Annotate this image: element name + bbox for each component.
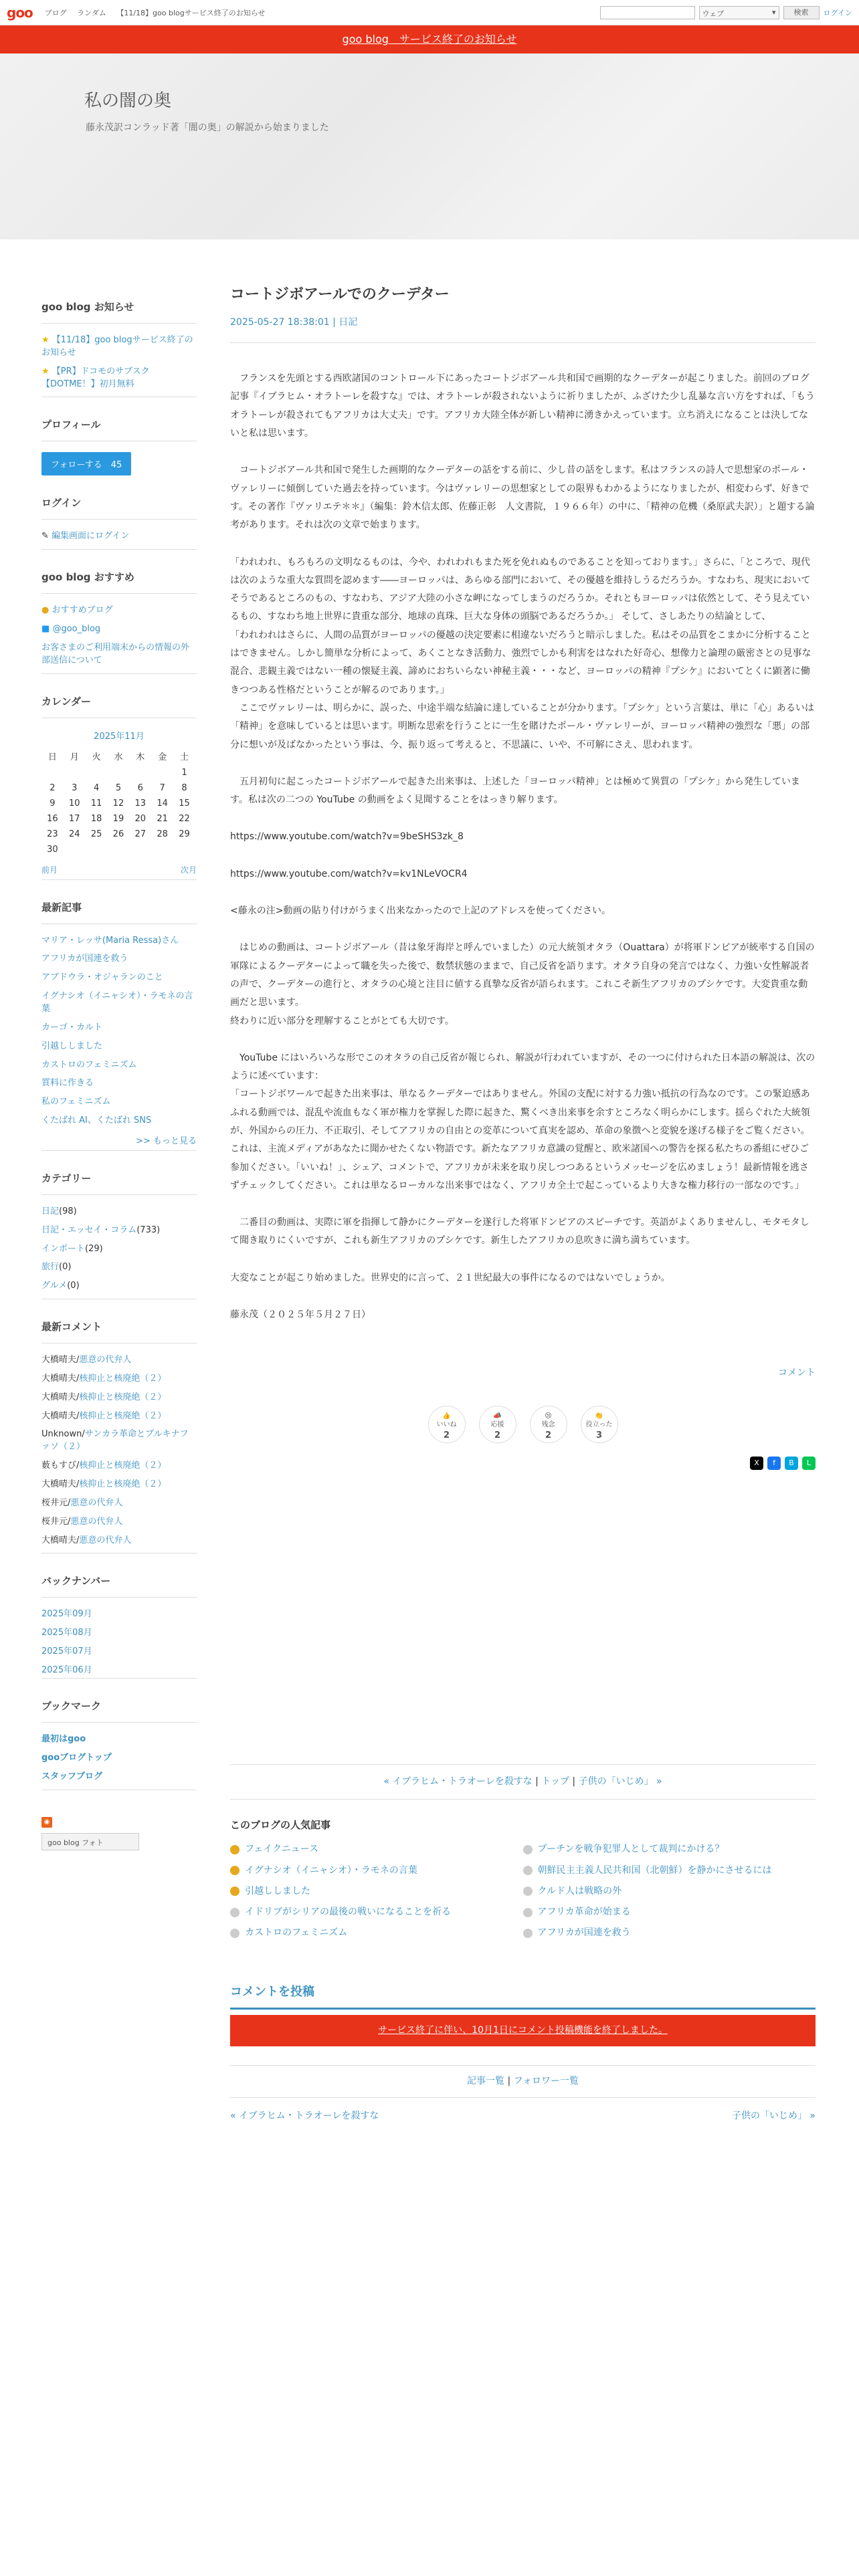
category-link[interactable]: グルメ — [41, 1281, 68, 1291]
notice-link[interactable]: 【PR】ドコモのサブスク【DOTME！】初月無料 — [41, 366, 150, 389]
comment-article-link[interactable]: 核抑止と核廃絶（２） — [79, 1392, 167, 1402]
calendar-next-link[interactable]: 次月 — [180, 865, 197, 875]
article-list-link[interactable]: 記事一覧 — [467, 2076, 505, 2087]
recent-article-link[interactable]: マリア・レッサ(Maria Ressa)さん — [41, 935, 179, 946]
category-heading: カテゴリー — [41, 1171, 197, 1195]
blog-header — [0, 53, 859, 239]
comment-author: 大橋晴夫 — [41, 1355, 77, 1366]
recent-article-link[interactable]: カストロのフェミニズム — [41, 1059, 137, 1070]
follower-list-link[interactable]: フォロワー一覧 — [513, 2076, 579, 2087]
weekday: 木 — [136, 752, 145, 762]
thumbs-up-icon: 👍 — [442, 1412, 451, 1420]
comments-heading: 最新コメント — [41, 1319, 197, 1344]
service-end-banner[interactable]: goo blog サービス終了のお知らせ — [0, 25, 859, 53]
article-date: 2025-05-27 18:38:01 — [230, 316, 330, 328]
comment-article-link[interactable]: 悪意の代弁人 — [70, 1516, 123, 1527]
x-share-icon[interactable]: X — [750, 1457, 763, 1470]
article-main — [230, 281, 816, 2126]
profile-heading: プロフィール — [41, 417, 197, 441]
more-link[interactable]: >> もっと見る — [136, 1136, 197, 1146]
list-links: 記事一覧 | フォロワー一覧 — [230, 2065, 816, 2098]
search-button[interactable]: 検索 — [783, 6, 820, 19]
recent-article-link[interactable]: 質料に作きる — [41, 1078, 94, 1089]
comment-article-link[interactable]: 核抑止と核廃絶（２） — [79, 1410, 167, 1421]
comment-article-link[interactable]: 悪意の代弁人 — [79, 1355, 132, 1366]
popular-link[interactable]: クルド人は戦略の外 — [537, 1885, 622, 1897]
prev-next-nav — [230, 2107, 816, 2125]
hand-icon: 👏 — [595, 1412, 603, 1420]
recent-article-link[interactable]: アフリカが国連を救う — [41, 954, 128, 964]
pencil-icon: ✎ — [41, 531, 49, 542]
article-title[interactable]: コートジボアールでのクーデター — [230, 286, 450, 303]
hatena-share-icon[interactable]: B — [785, 1457, 798, 1470]
comment-article-link[interactable]: サンカラ革命とブルキナファソ（２） — [41, 1429, 189, 1453]
comment-author: 桜井元 — [41, 1497, 68, 1508]
popular-articles — [230, 1816, 816, 1943]
day: 6 — [137, 782, 143, 793]
weekday: 月 — [70, 752, 79, 762]
day: 9 — [50, 798, 56, 809]
search-input[interactable] — [600, 6, 695, 19]
day — [86, 842, 108, 857]
day — [41, 765, 64, 780]
calendar-month[interactable]: 2025年11月 — [94, 731, 145, 742]
day: 25 — [90, 829, 102, 839]
article-pager: « イブラヒム・トラオーレを殺すな | トップ | 子供の「いじめ」 » — [230, 1764, 816, 1800]
article-paragraph: フランスを先頭とする西欧諸国のコントロール下にあったコートジボアール共和国で画期的なクーデターが起こりました。前回のブログ記事『イブラヒム・オラトーレを殺すな』では、オラトーレが殺されないように祈りましたが、ふざけた少し乱暴な言い方をすれば、「もうオラトーレが殺されてもアフリカは大丈夫」です。アフリカ大陸全体が新しい精神に湧きかえっています。立ち消えになることは決してないと私は思います。 — [230, 373, 816, 439]
day: 14 — [157, 798, 168, 809]
article-paragraph: 二番目の動画は、実際に軍を指揮して静かにクーデターを遂行した将軍ドンピアのスピーチです。英語がよくありませんし、モタモタして聞き取りにくいですが、これも新生アフリカのプシケです。新生したアフリカの息吹きに満ち満ちています。 — [230, 1217, 809, 1247]
rank-icon — [230, 1929, 240, 1938]
bookmark-link[interactable]: gooブログトップ — [41, 1753, 112, 1763]
crown-icon — [230, 1887, 240, 1896]
popular-link[interactable]: プーチンを戦争犯罪人として裁判にかける？ — [537, 1844, 725, 1855]
comment-author: Unknown — [41, 1429, 82, 1440]
day: 29 — [179, 829, 190, 839]
article-body — [230, 370, 816, 1324]
rank-icon — [523, 1908, 533, 1917]
day: 11 — [90, 798, 102, 809]
weekday: 水 — [114, 752, 123, 762]
backnumber-link[interactable]: 2025年06月 — [41, 1665, 92, 1675]
day — [86, 765, 108, 780]
reaction-buttons — [230, 1406, 816, 1443]
popular-link[interactable]: フェイクニュース — [245, 1844, 319, 1855]
recent-heading: 最新記事 — [41, 900, 197, 924]
chevron-down-icon: ▾ — [772, 7, 776, 17]
recommend-link[interactable]: おすすめブログ — [52, 605, 113, 616]
day: 30 — [47, 844, 58, 855]
nav-link-random[interactable]: ランダム — [77, 8, 106, 17]
day: 17 — [68, 813, 80, 824]
bookmark-heading: ブックマーク — [41, 1699, 197, 1723]
day — [129, 842, 151, 857]
popular-link[interactable]: 朝鮮民主主義人民共和国（北朝鮮）を静かにさせるには — [537, 1864, 772, 1876]
rank-icon — [523, 1866, 533, 1875]
day: 12 — [112, 798, 124, 809]
article-paragraph: 「われわれ、もろもろの文明なるものは、今や、われわれもまた死を免れぬものであることを知っております。」さらに、「ところで、現代は次のような重大な質問を認めます――ヨーロッパは、あらゆる部門において、その優越を維持しうるだろうか。すなわち、現実においてそうであるところのもの、すなわち、アジア大陸の小さな岬になってしまうのだろうか。それともヨーロッパは依然として、そう見えているもの、すなわち地上世界に貴重な部分、地球の真珠、巨大な身体の頭脳であるだろうか。」 そして、さしあたりの結論として、 「われわれはさらに、人間の品質がヨーロッパの優越の決定要素に相違ないだろうと暗示しました。私はその品質をこまかに分析することはできません。しかし簡単な分析によって、あくことなき活動力、強烈でしかも利害をはなれた好奇心、想像力と論理の厳密さとの見事な混合、悲観主義ではない一種の懐疑主義、諦めにおちいらない神秘主義・・・など、ヨーロッパの精神『プシケ』においてとくに顕著に働きつつある性格だということが解るのであります。」 ここでヴァレリーは、明らかに、誤った、中途半端な結論に達していることが分かります。「プシケ」という言葉は、単に「心」あるいは「精神」を意味しているとは思います。明断な思索を行うことに一生を賭けたポール・ヴァレリーが、ヨーロッパ精神の強烈な「悪」の部分に想いが及ばなかったという事は、今、振り返って考えると、不思議に、いや、不可解にさえ、思われます。 — [230, 556, 814, 750]
recommend-heading: goo blog おすすめ — [41, 570, 197, 594]
comment-author: 桜井元 — [41, 1516, 68, 1527]
edit-login-link[interactable]: 編集画面にログイン — [52, 531, 130, 542]
rank-icon — [523, 1929, 533, 1938]
comment-article-link[interactable]: 核抑止と核廃絶（２） — [79, 1461, 167, 1471]
day: 10 — [68, 798, 80, 809]
recent-article-link[interactable]: くたばれ AI、くたばれ SNS — [41, 1115, 152, 1126]
goo-blog-photo-badge[interactable]: goo blog フォト — [41, 1833, 139, 1850]
article-paragraph: 五月初旬に起こったコートジボアールで起きた出来事は、上述した「ヨーロッパ精神」とは極めて異質の「プシケ」から発生しています。私は次の二つの YouTube の動画をよく見聞することをはっきり解ります。 — [230, 776, 800, 806]
day — [151, 765, 173, 780]
day: 19 — [112, 813, 124, 824]
category-count: (98) — [59, 1206, 77, 1216]
category-link[interactable]: 日記・エッセイ・コラム — [41, 1224, 137, 1235]
day: 3 — [72, 782, 78, 793]
day: 28 — [157, 829, 168, 839]
comment-author: 大橋晴夫 — [41, 1479, 77, 1489]
day: 21 — [157, 813, 168, 824]
backnumber-link[interactable]: 2025年07月 — [41, 1646, 92, 1657]
day: 23 — [47, 829, 58, 839]
popular-link[interactable]: イドリブがシリアの最後の戦いになることを祈る — [245, 1907, 451, 1918]
day: 7 — [159, 782, 165, 793]
reaction-like-button[interactable]: 👍 いいね 2 — [428, 1406, 466, 1443]
blog-description: 藤永茂訳コンラッド著「闇の奥」の解説から始まりました — [86, 122, 329, 133]
calendar-heading: カレンダー — [41, 694, 197, 718]
popular-link[interactable]: イグナシオ（イニャシオ）・ラモネの言葉 — [245, 1864, 417, 1876]
rank-icon — [230, 1908, 240, 1917]
day: 24 — [68, 829, 80, 839]
article-paragraph: YouTube にはいろいろな形でこのオタラの自己反省が報じられ、解説が行われていますが、その一つに付けられた日本語の解説は、次のように述べています： 「コートジボワールで起きた出来事は、単なるクーデターではありません。外国の支配に対する力強い抵抗の行為なのです。この緊迫感あふれる動画では、混乱や流血もなく軍が権力を掌握した際に起きた、驚くべき出来事を余すところなく明らかにします。揺らぐれた大統領が、外国からの圧力、不正取引、そしてアフリカの自由との変革について真実を認め、革命の象徴へと変貌を遂げる様子をご覧ください。これは、主流メディアがあなたに聞かせたくない物語です。新たなアフリカ意識の覚醒と、欧米諸国への警告を探る私たちの番組にぜひご参加ください。「いいね！」、シェア、コメントで、アフリカが未来を取り戻しつつあるというメッセージを広めましょう！最新情報を逃さずチェックしてください。これは単なるローカルな出来事ではなく、アフリカ全土で起こっているより大きな権力移行の一部なのです。」 — [230, 1052, 816, 1191]
article-signature: 藤永茂（２０２５年５月２７日） — [230, 1309, 371, 1321]
recommend-link[interactable]: @goo_blog — [52, 624, 101, 635]
day — [64, 842, 86, 857]
comment-closed-notice[interactable]: サービス終了に伴い、10月1日にコメント投稿機能を終了しました。 — [230, 2015, 816, 2046]
crown-icon — [230, 1845, 240, 1854]
sidebar: goo blog お知らせ ★ 【11/18】goo blogサービス終了のお知らせ ★ 【PR】ドコモのサブスク【DOTME！】初月無料 プロフィール フォローする 45 ログイン ✎ 編集画面にログイン goo blog おすすめ ● おすすめブログ ■ @goo_blog お客さまのご利用端末からの情報の外部送信について カレンダー 2025年11月 日 月 火 水 木 金 土 1 2 3 4 5 6 7 8 9 10 11 12 13 14 15 16 17 18 19 20 21 22 23 24 25 26 27 28 29 30 前月 次月 最新記事 マリア・レッサ(Maria Ressa)さん アフリカが国連を救う アブドウラ・オジャランのこと イグナシオ（イニャシオ）・ラモネの言葉 カーゴ・カルト 引越ししました カストロのフェミニズム 質料に作きる 私のフェミニズム くたばれ AI、くたばれ SNS >> もっと見る カテゴリー 日記(98) 日記・エッセイ・コラム(733) インポート(29) 旅行(0) グルメ(0) 最新コメント 大橋晴夫/悪意の代弁人 大橋晴夫/核抑止と核廃絶（２） 大橋晴夫/核抑止と核廃絶（２） 大橋晴夫/核抑止と核廃絶（２） Unknown/サンカラ革命とブルキナファソ（２） 薮もすび/核抑止と核廃絶（２） 大橋晴夫/核抑止と核廃絶（２） 桜井元/悪意の代弁人 桜井元/悪意の代弁人 大橋晴夫/悪意の代弁人 バックナンバー 2025年09月 2025年08月 2025年07月 2025年06月 ブックマーク 最初はgoo gooブログトップ スタッフブログ ◉ goo blog フォト — [41, 300, 197, 1850]
rank-icon — [523, 1887, 533, 1896]
top-bar — [0, 0, 859, 25]
comment-article-link[interactable]: 悪意の代弁人 — [70, 1497, 123, 1508]
recent-article-link[interactable]: イグナシオ（イニャシオ）・ラモネの言葉 — [41, 991, 193, 1014]
comment-author: 大橋晴夫 — [41, 1392, 77, 1402]
day — [151, 842, 173, 857]
day — [173, 842, 195, 857]
article-paragraph: はじめの動画は、コートジボアール（昔は象牙海岸と呼んでいました）の元大統領オタラ（Ouattara）が将軍ドンピアが統率する自国の軍隊によるクーデターによって職を失った後で、数禁状態のままで、自己反省を語ります。オタラ自身の発言ではなく、力強い女性解説者の声で、クーデターの進行と、オタラの心境と注目に値する真摯な反省が語られます。これこそ新生アフリカのプシケです。大変貴重な動画だと思います。 終わりに近い部分を理解することがとても大切です。 — [230, 942, 815, 1027]
reaction-helpful-button[interactable]: 👏 役立った 3 — [581, 1406, 618, 1443]
category-count: (733) — [136, 1224, 161, 1235]
reaction-sad-button[interactable]: 😢 残念 2 — [530, 1406, 567, 1443]
article-meta: 2025-05-27 18:38:01 | 日記 — [230, 314, 816, 343]
day — [129, 765, 151, 780]
backnumber-link[interactable]: 2025年09月 — [41, 1609, 92, 1620]
comment-article-link[interactable]: 核抑止と核廃絶（２） — [79, 1479, 167, 1489]
day — [64, 765, 86, 780]
sad-face-icon: 😢 — [545, 1412, 552, 1420]
category-link[interactable]: 日記 — [41, 1206, 60, 1216]
day: 22 — [179, 813, 190, 824]
search-scope-select[interactable]: ウェブ ▾ — [699, 6, 779, 19]
comment-author: 大橋晴夫 — [41, 1410, 77, 1421]
comment-author: 薮もすび — [41, 1461, 77, 1471]
notice-link[interactable]: 【11/18】goo blogサービス終了のお知らせ — [41, 335, 193, 358]
weekday: 土 — [180, 752, 189, 762]
day: 26 — [112, 829, 124, 839]
crown-icon — [230, 1866, 240, 1875]
comment-author: 大橋晴夫 — [41, 1535, 77, 1545]
day: 18 — [90, 813, 102, 824]
popular-link[interactable]: アフリカが国連を救う — [537, 1927, 631, 1939]
recommend-link[interactable]: お客さまのご利用端末からの情報の外部送信について — [41, 642, 190, 665]
article-paragraph: <藤永の注>動画の貼り付けがうまく出来なかったので上記のアドレスを使ってください。 — [230, 905, 611, 917]
line-share-icon[interactable]: L — [802, 1457, 816, 1470]
day: 16 — [47, 813, 58, 824]
day: 15 — [179, 798, 190, 809]
popular-link[interactable]: アフリカ革命が始まる — [537, 1907, 631, 1918]
nav-link-notice[interactable]: 【11/18】goo blogサービス終了のお知らせ — [116, 8, 266, 17]
video-url[interactable]: https://www.youtube.com/watch?v=9beSHS3zk_8 — [230, 831, 464, 843]
star-icon: ★ — [41, 366, 50, 377]
recent-article-link[interactable]: 私のフェミニズム — [41, 1097, 111, 1107]
popular-link[interactable]: カストロのフェミニズム — [245, 1927, 348, 1939]
day: 8 — [181, 782, 187, 793]
pager-top-link[interactable]: トップ — [541, 1776, 569, 1787]
star-icon: ★ — [41, 335, 50, 345]
article-paragraph: 大変なことが起こり始めました。世界史的に言って、２１世紀最大の事件になるのではないでしょうか。 — [230, 1272, 670, 1283]
reaction-support-button[interactable]: 📣 応援 2 — [479, 1406, 516, 1443]
day: 2 — [50, 782, 56, 793]
twitter-icon: ■ — [41, 624, 50, 635]
pager-next-link[interactable]: 子供の「いじめ」 » — [578, 1776, 662, 1787]
rss-icon[interactable]: ◉ — [41, 1817, 52, 1828]
login-link[interactable]: ログイン — [823, 8, 852, 17]
login-heading: ログイン — [41, 496, 197, 520]
day: 20 — [134, 813, 147, 824]
follow-button[interactable]: フォローする 45 — [41, 452, 131, 475]
day — [108, 842, 130, 857]
post-comment-section — [230, 1980, 816, 2046]
day: 1 — [181, 767, 187, 778]
rank-icon — [523, 1845, 533, 1854]
category-count: (29) — [85, 1243, 103, 1254]
day — [108, 765, 130, 780]
day: 5 — [115, 782, 122, 793]
prev-article-link[interactable]: « イブラヒム・トラオーレを殺すな — [230, 2111, 379, 2122]
article-paragraph: コートジボアール共和国で発生した画期的なクーデターの話をする前に、少し昔の話をします。私はフランスの詩人で思想家のポール・ヴァレリーに傾倒していた過去を持っています。今はヴァレリーの思想家としての限界もわかるようになりましたが、相変わらず、好きです。その著作『ヴァリエテ＊＊』（編集：鈴木信太郎、佐藤正彰 人文書院，１９６６年）の中に、「精神の危機（桑原武夫訳）」と題する論考があります。それは次の文章で始まります。 — [230, 465, 815, 531]
backnumber-scroll-list[interactable] — [41, 1608, 197, 1674]
comment-article-link[interactable]: 核抑止と核廃絶（２） — [79, 1373, 167, 1384]
share-buttons — [230, 1457, 816, 1470]
next-article-link[interactable]: 子供の「いじめ」 » — [731, 2111, 816, 2122]
dot-icon: ● — [41, 605, 50, 616]
facebook-share-icon[interactable]: f — [767, 1457, 781, 1470]
comment-author: 大橋晴夫 — [41, 1373, 77, 1384]
weekday: 日 — [47, 752, 57, 762]
blog-title[interactable]: 私の闇の奥 — [84, 91, 172, 111]
popular-link[interactable]: 引越ししました — [245, 1885, 310, 1897]
pager-prev-link[interactable]: « イブラヒム・トラオーレを殺すな — [383, 1776, 533, 1787]
day: 13 — [134, 798, 147, 809]
category-count: (0) — [67, 1281, 80, 1291]
recent-article-link[interactable]: アブドウラ・オジャランのこと — [41, 972, 163, 983]
comment-article-link[interactable]: 悪意の代弁人 — [79, 1535, 132, 1545]
comment-link[interactable]: コメント — [778, 1368, 816, 1379]
weekday: 金 — [158, 752, 167, 762]
megaphone-icon: 📣 — [493, 1412, 502, 1420]
bookmark-link[interactable]: スタッフブログ — [41, 1772, 103, 1782]
backnumber-heading: バックナンバー — [41, 1574, 197, 1598]
category-count: (0) — [59, 1262, 72, 1273]
nav-link-blog[interactable]: ブログ — [44, 8, 67, 17]
backnumber-link[interactable]: 2025年08月 — [41, 1628, 92, 1638]
bookmark-link[interactable]: 最初はgoo — [41, 1734, 86, 1745]
notice-heading: goo blog お知らせ — [41, 300, 197, 324]
video-url[interactable]: https://www.youtube.com/watch?v=kv1NLeVOCR4 — [230, 868, 468, 879]
recent-article-link[interactable]: カーゴ・カルト — [41, 1022, 103, 1033]
goo-logo[interactable]: goo — [7, 4, 33, 21]
category-link[interactable]: インポート — [41, 1243, 86, 1254]
day: 27 — [134, 829, 147, 839]
post-comment-heading: コメントを投稿 — [230, 1980, 816, 2010]
category-link[interactable]: 旅行 — [41, 1262, 60, 1273]
article-category-link[interactable]: 日記 — [339, 316, 358, 328]
recent-article-link[interactable]: 引越ししました — [41, 1041, 103, 1051]
day: 4 — [93, 782, 100, 793]
calendar-prev-link[interactable]: 前月 — [41, 865, 58, 875]
weekday: 火 — [92, 752, 101, 762]
calendar — [41, 694, 197, 880]
popular-heading: このブログの人気記事 — [230, 1818, 331, 1831]
